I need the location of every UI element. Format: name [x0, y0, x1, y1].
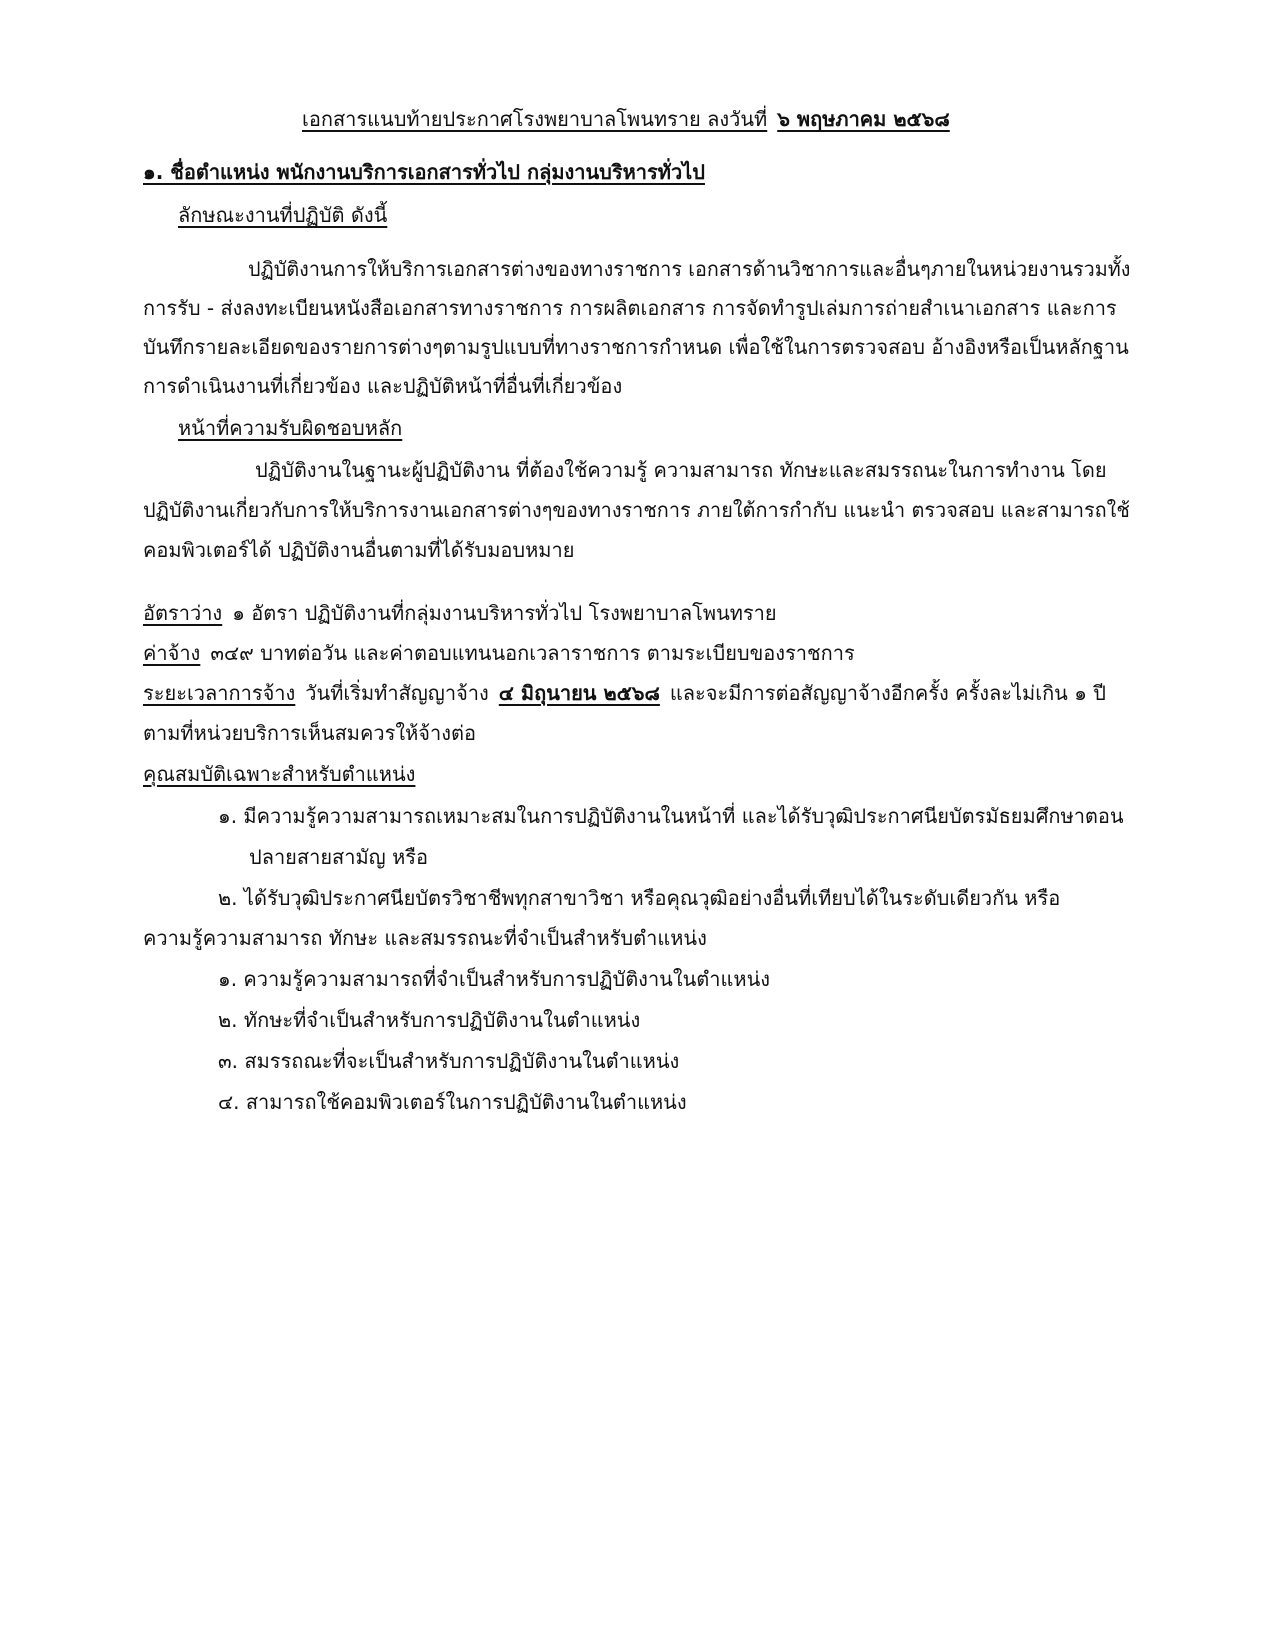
duty-label: หน้าที่ความรับผิดชอบหลัก — [178, 416, 403, 440]
job-nature-line: การรับ - ส่งลงทะเบียนหนังสือเอกสารทางราชการ การผลิตเอกสาร การจัดทำรูปเล่มการถ่ายสำเนาเอกสาร และการ — [143, 296, 1117, 320]
job-nature-line: บันทึกรายละเอียดของรายการต่างๆตามรูปแบบที่ทางราชการกำหนด เพื่อใช้ในการตรวจสอบ อ้างอิงหรือเป็นหลักฐาน — [143, 335, 1129, 359]
vacancy-label: อัตราว่าง — [143, 601, 223, 625]
competency-item: ๓. สมรรถณะที่จะเป็นสำหรับการปฏิบัติงานในตำแหน่ง — [218, 1049, 680, 1073]
job-nature-label: ลักษณะงานที่ปฏิบัติ ดังนี้ — [178, 203, 388, 227]
wage-text: ๓๔๙ บาทต่อวัน และค่าตอบแทนนอกเวลาราชการ ตามระเบียบของราชการ — [210, 641, 855, 665]
title-text: เอกสารแนบท้ายประกาศโรงพยาบาลโพนทราย ลงวันที่ — [302, 107, 768, 131]
period-text: วันที่เริ่มทำสัญญาจ้าง — [305, 681, 489, 705]
position-heading: ๑. ชื่อตำแหน่ง พนักงานบริการเอกสารทั่วไป กลุ่มงานบริหารทั่วไป — [143, 160, 705, 184]
competency-item: ๔. สามารถใช้คอมพิวเตอร์ในการปฏิบัติงานในตำแหน่ง — [218, 1090, 687, 1114]
qualification-label: คุณสมบัติเฉพาะสำหรับตำแหน่ง — [143, 762, 416, 786]
document-title — [302, 107, 950, 131]
job-nature-line: ปฏิบัติงานการให้บริการเอกสารต่างของทางราชการ เอกสารด้านวิชาการและอื่นๆภายในหน่วยงานรวมทั้ง — [248, 257, 1131, 281]
wage-row — [143, 641, 855, 665]
competency-item: ๑. ความรู้ความสามารถที่จำเป็นสำหรับการปฏิบัติงานในตำแหน่ง — [218, 967, 771, 991]
duty-line: ปฏิบัติงานในฐานะผู้ปฏิบัติงาน ที่ต้องใช้ความรู้ ความสามารถ ทักษะและสมรรถนะในการทำงาน โดย — [255, 458, 1107, 482]
job-nature-line: การดำเนินงานที่เกี่ยวข้อง และปฏิบัติหน้าที่อื่นที่เกี่ยวข้อง — [143, 374, 623, 398]
vacancy-text: ๑ อัตรา ปฏิบัติงานที่กลุ่มงานบริหารทั่วไป โรงพยาบาลโพนทราย — [232, 601, 777, 625]
qualification-item-1-cont: ปลายสายสามัญ หรือ — [249, 845, 429, 869]
period-line2: ตามที่หน่วยบริการเห็นสมควรให้จ้างต่อ — [143, 721, 477, 745]
period-start-date: ๔ มิถุนายน ๒๕๖๘ — [498, 681, 660, 705]
duty-line: คอมพิวเตอร์ได้ ปฏิบัติงานอื่นตามที่ได้รับมอบหมาย — [143, 538, 575, 562]
vacancy-row — [143, 601, 777, 625]
competency-item: ๒. ทักษะที่จำเป็นสำหรับการปฏิบัติงานในตำแหน่ง — [218, 1008, 641, 1032]
period-label: ระยะเวลาการจ้าง — [143, 681, 296, 705]
qualification-item-2: ๒. ได้รับวุฒิประกาศนียบัตรวิชาชีพทุกสาขาวิชา หรือคุณวุฒิอย่างอื่นที่เทียบได้ในระดับเดียวกัน หรือ — [218, 886, 1061, 910]
period-row — [143, 681, 1106, 705]
duty-line: ปฏิบัติงานเกี่ยวกับการให้บริการงานเอกสารต่างๆของทางราชการ ภายใต้การกำกับ แนะนำ ตรวจสอบ และสามารถใช้ — [143, 498, 1130, 522]
wage-label: ค่าจ้าง — [143, 641, 201, 665]
title-date: ๖ พฤษภาคม ๒๕๖๘ — [777, 107, 950, 131]
qualification-item-1: ๑. มีความรู้ความสามารถเหมาะสมในการปฏิบัติงานในหน้าที่ และได้รับวุฒิประกาศนียบัตรมัธยมศึกษาตอน — [218, 804, 1124, 828]
qualification-item-2-cont: ความรู้ความสามารถ ทักษะ และสมรรถนะที่จำเป็นสำหรับตำแหน่ง — [143, 926, 707, 950]
period-text-b: และจะมีการต่อสัญญาจ้างอีกครั้ง ครั้งละไม่เกิน ๑ ปี — [669, 681, 1106, 705]
